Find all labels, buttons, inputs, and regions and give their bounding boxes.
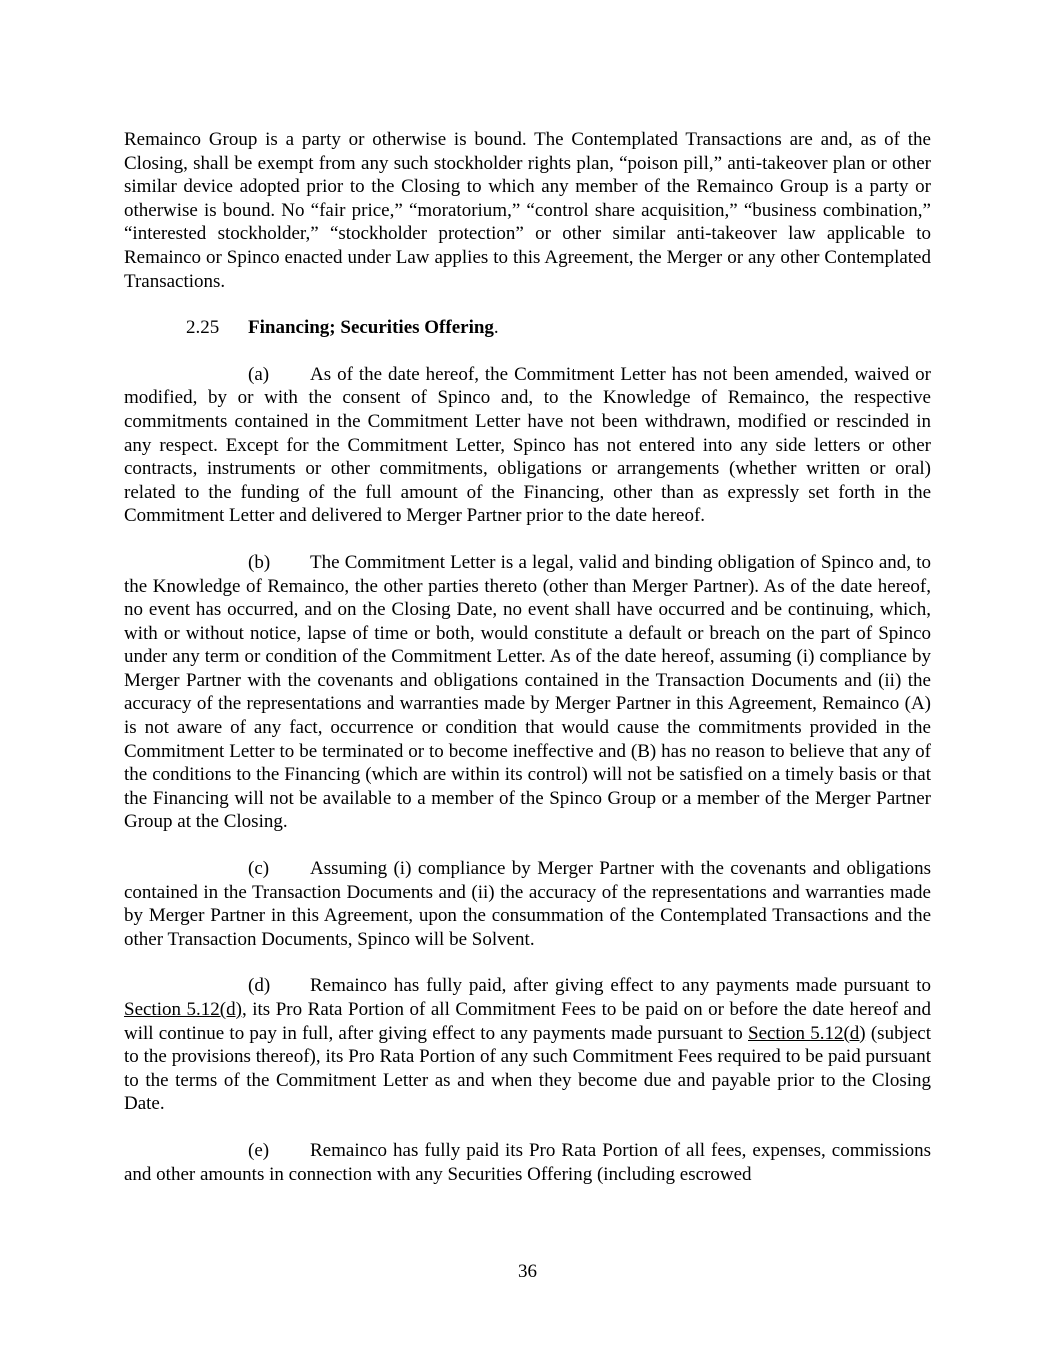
paragraph-c-label: (c) xyxy=(248,858,270,880)
section-title: Financing; Securities Offering xyxy=(248,317,494,339)
paragraph-e-label: (e) xyxy=(248,1139,270,1161)
paragraph-c xyxy=(124,857,931,951)
section-heading xyxy=(186,316,931,340)
paragraph-a-label: (a) xyxy=(248,363,270,385)
paragraph-b-text: The Commitment Letter is a legal, valid and binding obligation of Spinco and, to the Knowledge of Remainco, the other parties thereto (other than Merger Partner). As of the date hereof, no event has occurred, and on the Closing Date, no event shall have occurred and be continuing, which, with or without notice, lapse of time or both, would constitute a default or breach on the part of Spinco under any term or condition of the Commitment Letter. As of the date hereof, assuming (i) compliance by Merger Partner with the covenants and obligations contained in the Transaction Documents and (ii) the accuracy of the representations and warranties made by Merger Partner in this Agreement, Remainco (A) is not aware of any fact, occurrence or condition that would cause the commitments provided in the Commitment Letter to be terminated or to become ineffective and (B) has no reason to believe that any of the conditions to the Financing (which are within its control) will not be satisfied on a timely basis or that the Financing will not be available to a member of the Spinco Group or a member of the Merger Partner Group at the Closing. xyxy=(124,551,931,833)
document-page xyxy=(124,128,931,1209)
paragraph-c-text: Assuming (i) compliance by Merger Partner with the covenants and obligations contained in the Transaction Documents and (ii) the accuracy of the representations and warranties made by Merger Partner in this Agreement, upon the consummation of the Contemplated Transactions and the other Transaction Documents, Spinco will be Solvent. xyxy=(124,858,931,950)
paragraph-a xyxy=(124,363,931,528)
paragraph-b-label: (b) xyxy=(248,551,271,573)
section-number: 2.25 xyxy=(186,317,220,339)
section-reference-link[interactable]: Section 5.12(d) xyxy=(748,1022,866,1044)
intro-paragraph: Remainco Group is a party or otherwise is bound. The Contemplated Transactions are and, as of the Closing, shall be exempt from any such stockholder rights plan, “poison pill,” anti-takeover plan or other similar device adopted prior to the Closing to which any member of the Remainco Group is a party or otherwise is bound. No “fair price,” “moratorium,” “control share acquisition,” “business combination,” “interested stockholder,” “stockholder protection” or other similar anti-takeover law applicable to Remainco or Spinco enacted under Law applies to this Agreement, the Merger or any other Contemplated Transactions. xyxy=(124,129,931,292)
paragraph-e xyxy=(124,1139,931,1186)
paragraph-d-text-3: (subject to the provisions thereof), its Pro Rata Portion of any such Commitment Fees required to be paid pursuant to the terms of the Commitment Letter as and when they become due and payable prior to the Closing Date. xyxy=(124,1022,931,1115)
page-number: 36 xyxy=(518,1261,537,1282)
section-reference-link[interactable]: Section 5.12(d) xyxy=(124,999,242,1020)
paragraph-d xyxy=(124,974,931,1116)
paragraph-e-text: Remainco has fully paid its Pro Rata Portion of all fees, expenses, commissions and other amounts in connection with any Securities Offering (including escrowed xyxy=(124,1139,931,1185)
paragraph-b xyxy=(124,551,931,834)
paragraph-d-text-2: , its Pro Rata Portion of all Commitment Fees to be paid on or before the date hereof and will continue to pay in full, after giving effect to any payments made pursuant to xyxy=(124,999,931,1044)
section-title-period: . xyxy=(493,317,499,339)
paragraph-a-text: As of the date hereof, the Commitment Letter has not been amended, waived or modified, by or with the consent of Spinco and, to the Knowledge of Remainco, the respective commitments contained in the Commitment Letter have not been withdrawn, modified or rescinded in any respect. Except for the Commitment Letter, Spinco has not entered into any side letters or other contracts, instruments or other commitments, obligations or arrangements (whether written or oral) related to the funding of the full amount of the Financing, other than as expressly set forth in the Commitment Letter and delivered to Merger Partner prior to the date hereof. xyxy=(124,363,931,527)
paragraph-d-text-1: Remainco has fully paid, after giving effect to any payments made pursuant to xyxy=(310,975,931,997)
paragraph-d-label: (d) xyxy=(248,975,271,997)
